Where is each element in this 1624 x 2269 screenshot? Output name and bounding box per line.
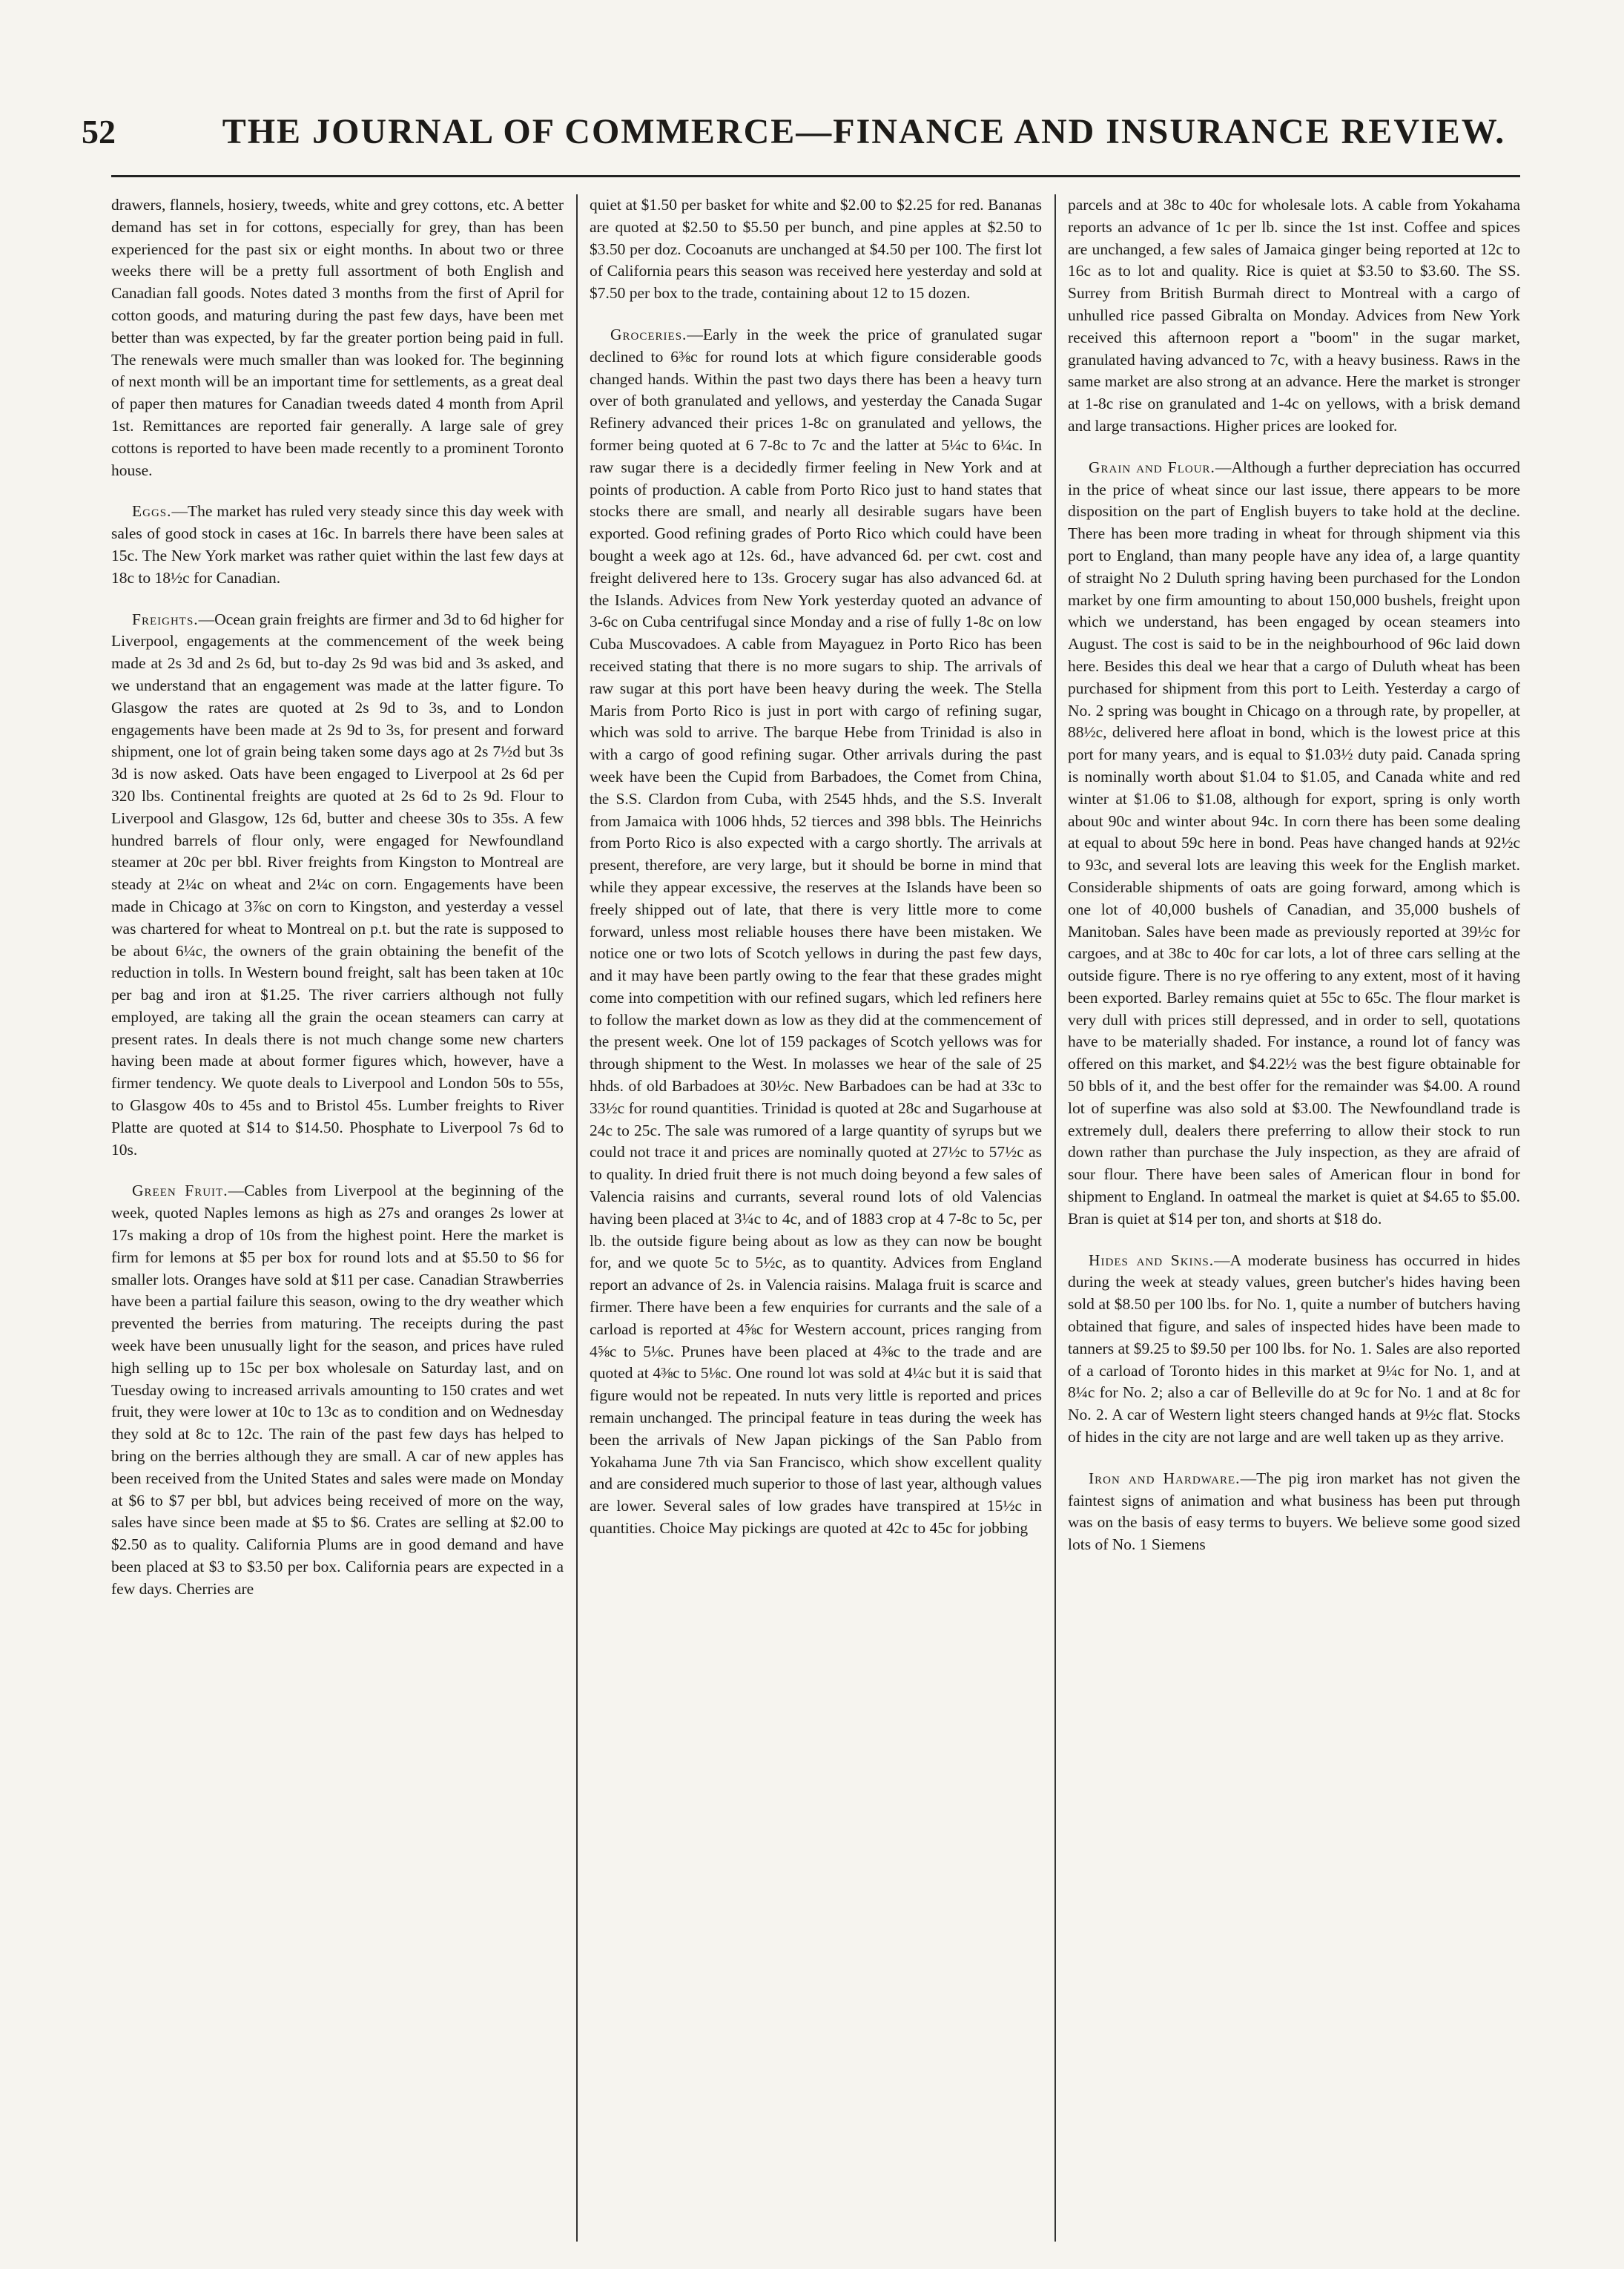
iron-hardware-text: —The pig iron market has not given the faintest signs of animation and what business has been put through was on the basis of easy terms to buyers. We believe some good sized lots of No. 1 Siemens <box>1068 1469 1520 1554</box>
green-fruit-heading: Green Fruit. <box>132 1182 228 1200</box>
page-header <box>82 111 1535 163</box>
grain-flour-heading: Grain and Flour. <box>1089 458 1215 476</box>
eggs-section <box>111 501 564 589</box>
article-columns <box>111 194 1520 2242</box>
hides-skins-text: —A moderate business has occurred in hides during the week at steady values, green butcher's hides having been sold at $8.50 per 100 lbs. for No. 1, quite a number of butchers having obtained that figure, and sales of inspected hides have been made to tanners at $9.25 to $9.50 per 100 lbs. for No. 1. Sales are also reported of a carload of Toronto hides in this market at 9¼c for No. 1, and at 8¼c for No. 2; also a car of Belleville do at 9c for No. 1 and at 8c for No. 2. A car of Western light steers changed hands at 9½c flat. Stocks of hides in the city are not large and are well taken up as they arrive. <box>1068 1251 1520 1446</box>
eggs-text: —The market has ruled very steady since this day week with sales of good stock in cases at 16c. In barrels there have been sales at 15c. The New York market was rather quiet within the last few days at 18c to 18½c for Canadian. <box>111 502 564 587</box>
iron-hardware-section <box>1068 1468 1520 1556</box>
dry-goods-continuation: drawers, flannels, hosiery, tweeds, white and grey cottons, etc. A better demand has set in for cottons, especially for grey, than has been experienced for the past six or eight months. In about two or three weeks there will be a pretty full assortment of both English and Canadian fall goods. Notes dated 3 months from the first of April for cotton goods, and maturing during the past few days, have been met better than was expected, by far the greater portion being paid in full. The renewals were much smaller than was looked for. The beginning of next month will be an important time for settlements, as a great deal of paper then matures for Canadian tweeds dated 4 month from April 1st. Remittances are reported fair generally. A large sale of grey cottons is reported to have been made recently to a prominent Toronto house. <box>111 196 564 479</box>
column-divider <box>1054 194 1056 2242</box>
column-2 <box>590 194 1042 2242</box>
groceries-heading: Groceries. <box>610 325 687 343</box>
column-1 <box>111 194 564 2242</box>
green-fruit-text: —Cables from Liverpool at the beginning of the week, quoted Naples lemons as high as 27s and oranges 2s lower at 17s making a drop of 10s from the highest point. Here the market is firm for lemons at $5 per box for round lots and at $5.50 to $6 for smaller lots. Oranges have sold at $11 per case. Canadian Strawberries have been a partial failure this season, owing to the dry weather which prevented the berries from maturing. The receipts during the past week have been unusually light for the season, and prices have ruled high selling up to 15c per box wholesale on Saturday last, and on Tuesday owing to increased arrivals amounting to 150 crates and wet fruit, they were lower at 10c to 13c as to condition and on Wednesday they sold at 8c to 12c. The rain of the past few days has helped to bring on the berries although they are small. A car of new apples has been received from the United States and sales were made on Monday at $6 to $7 per bbl, but advices being received of more on the way, sales have since been made at $5 to $6. Crates are selling at $2.00 to $2.50 as to quality. California Plums are in good demand and have been placed at $3 to $3.50 per box. California pears are expected in a few days. Cherries are <box>111 1182 564 1598</box>
freights-section <box>111 609 564 1162</box>
header-rule <box>111 175 1520 177</box>
groceries-section <box>590 324 1042 1540</box>
groceries-text: —Early in the week the price of granulated sugar declined to 6⅜c for round lots at which figure considerable goods changed hands. Within the past two days there has been a heavy turn over of both granulated and yellows, and yesterday the Canada Sugar Refinery advanced their prices 1-8c on granulated and yellows, the former being quoted at 6 7-8c to 7c and the latter at 5¼c to 6¼c. In raw sugar there is a decidedly firmer feeling in New York and at points of production. A cable from Porto Rico just to hand states that stocks there are small, and nearly all desirable sugars have been exported. Good refining grades of Porto Rico which could have been bought a week ago at 12s. 6d., have advanced 6d. per cwt. cost and freight delivered here to 13s. Grocery sugar has also advanced 6d. at the Islands. Advices from New York yesterday quoted an advance of 3-6c on Cuba centrifugal since Monday and a rise of fully 1-8c on low Cuba Muscovadoes. A cable from Mayaguez in Porto Rico has been received stating that there is no more sugars to ship. The arrivals of raw sugar at this port have been heavy during the week. The Stella Maris from Porto Rico is just in port with cargo of refining sugar, which was sold to arrive. The barque Hebe from Trinidad is also in with a cargo of good refining sugar. Other arrivals during the past week have been the Cupid from Barbadoes, the Comet from China, the S.S. Clardon from Cuba, with 2545 hhds, and the S.S. Inveralt from Jamaica with 1006 hhds, 52 tierces and 398 bbls. The Heinrichs from Porto Rico is also expected with a cargo shortly. The arrivals at present, therefore, are very large, but it should be borne in mind that while they appear excessive, the reserves at the Islands have been so freely shipped out of late, that there is very little more to come forward, unless most reliable houses there have been mistaken. We notice one or two lots of Scotch yellows in during the past few days, and it may have been partly owing to the fear that these grades might come into competition with our refined sugars, which led refiners here to follow the market down as low as they did at the commencement of the present week. One lot of 159 packages of Scotch yellows was for through shipment to the West. In molasses we hear of the sale of 25 hhds. of old Barbadoes at 30½c. New Barbadoes can be had at 33c to 33½c for round quantities. Trinidad is quoted at 28c and Sugarhouse at 24c to 25c. The sale was rumored of a large quantity of syrups but we could not trace it and prices are nominally quoted at 27½c to 57½c as to quality. In dried fruit there is not much doing beyond a few sales of Valencia raisins and currants, several round lots of old Valencias having been placed at 3¼c to 4c, and of 1883 crop at 4 7-8c to 5c, per lb. the outside figure being about as low as they can now be bought for, and we quote 5c to 5½c, as to quantity. Advices from England report an advance of 2s. in Valencia raisins. Malaga fruit is scarce and firmer. There have been a few enquiries for currants and the sale of a carload is reported at 4⅝c for Western account, prices ranging from 4⅝c to 5⅛c. Prunes have been placed at 4⅜c to the trade and are quoted at 4⅜c to 5⅛c. One round lot was sold at 4¼c but it is said that figure would not be repeated. In nuts very little is reported and prices remain unchanged. The principal feature in teas during the week has been the arrivals of New Japan pickings of the San Pablo from Yokahama June 7th via San Francisco, which show excellent quality and are considered much superior to those of last year, although values are lower. Several sales of low grades have transpired at 15½c in quantities. Choice May pickings are quoted at 42c to 45c for jobbing <box>590 325 1042 1538</box>
freights-text: —Ocean grain freights are firmer and 3d to 6d higher for Liverpool, engagements at the commencement of the week being made at 2s 3d and 2s 6d, but to-day 2s 9d was bid and 3s asked, and we understand that an engagement was made at the latter figure. To Glasgow the rates are quoted at 2s 9d to 3s, and to London engagements have been made at 2s 9d to 3s, for present and forward shipment, one lot of grain being taken some days ago at 2s 7½d but 3s 3d is now asked. Oats have been engaged to Liverpool at 2s 6d per 320 lbs. Continental freights are quoted at 2s 6d to 2s 9d. Flour to Liverpool and Glasgow, 12s 6d, butter and cheese 30s to 35s. A few hundred barrels of flour only, were engaged for Newfoundland steamer at 20c per bbl. River freights from Kingston to Montreal are steady at 2¼c on wheat and 2¼c on corn. Engagements have been made in Chicago at 3⅞c on corn to Kingston, and yesterday a vessel was chartered for wheat to Montreal on p.t. but the rate is supposed to be about 6¼c, the owners of the grain obtaining the benefit of the reduction in tolls. In Western bound freight, salt has been taken at 10c per bag and iron at $1.25. The river carriers although not fully employed, are taking all the grain the ocean steamers can carry at present rates. In deals there is not much change some new charters having been made at about former figures which, however, have a firmer tendency. We quote deals to Liverpool and London 50s to 55s, to Glasgow 40s to 45s and to Bristol 45s. Lumber freights to River Platte are quoted at $14 to $14.50. Phosphate to Liverpool 7s 6d to 10s. <box>111 610 564 1159</box>
freights-heading: Freights. <box>132 610 199 628</box>
hides-skins-heading: Hides and Skins. <box>1089 1251 1215 1269</box>
green-fruit-section <box>111 1180 564 1600</box>
grain-flour-text: —Although a further depreciation has occurred in the price of wheat since our last issue, there appears to be more disposition on the part of English buyers to take hold at the decline. There has been more trading in wheat for through shipment via this port to England, than many people have any idea of, a large quantity of straight No 2 Duluth spring having been purchased for the London market by one firm amounting to about 150,000 bushels, freight upon which we understand, has been engaged by ocean steamers into August. The cost is said to be in the neighbourhood of 96c laid down here. Besides this deal we hear that a cargo of Duluth wheat has been purchased for shipment from this port to Leith. Yesterday a cargo of No. 2 spring was bought in Chicago on a through rate, by propeller, at 88½c, delivered here afloat in bond, which is the lowest price at this port for many years, and is equal to $1.03½ duty paid. Canada spring is nominally worth about $1.04 to $1.05, and Canada white and red winter at $1.06 to $1.08, although for export, spring is only worth about 90c and winter about 94c. In corn there has been some dealing at equal to about 59c here in bond. Peas have changed hands at 92½c to 93c, and several lots are leaving this week for the English market. Considerable shipments of oats are going forward, among which is one lot of 40,000 bushels of Canadian, and 35,000 bushels of Manitoban. Sales have been made as previously reported at 39½c for cargoes, and at 38c to 40c for car lots, a lot of three cars selling at the outside figure. There is no rye offering to any extent, most of it having been exported. Barley remains quiet at 55c to 65c. The flour market is very dull with prices still depressed, and in order to sell, quotations have to be materially shaded. For instance, a round lot of fancy was offered on this market, and $4.22½ was the best figure obtainable for 50 bbls of it, and the best offer for the remainder was $4.00. A round lot of superfine was also sold at $3.00. The Newfoundland trade is extremely dull, dealers there preferring to allow their stock to run down rather than purchase the July inspection, as they are afraid of sour flour. There have been sales of American flour in bond for shipment to England. In oatmeal the market is quiet at $4.65 to $5.00. Bran is quiet at $14 per ton, and shorts at $18 do. <box>1068 458 1520 1228</box>
running-title: THE JOURNAL OF COMMERCE—FINANCE AND INSURANCE REVIEW. <box>222 112 1506 151</box>
iron-hardware-heading: Iron and Hardware. <box>1089 1469 1241 1487</box>
groceries-continuation: parcels and at 38c to 40c for wholesale lots. A cable from Yokahama reports an advance of 1c per lb. since the 1st inst. Coffee and spices are unchanged, a few sales of Jamaica ginger being reported at 12c to 16c as to lot and quality. Rice is quiet at $3.50 to $3.60. The SS. Surrey from British Burmah direct to Montreal with a cargo of unhulled rice passed Gibralta on Monday. Advices from New York received this afternoon report a "boom" in the sugar market, granulated having advanced to 7c, with a heavy business. Raws in the same market are also strong at an advance. Here the market is stronger at 1-8c rise on granulated and 1-4c on yellows, with a brisk demand and large transactions. Higher prices are looked for. <box>1068 196 1520 435</box>
column-divider <box>576 194 578 2242</box>
fruit-continuation: quiet at $1.50 per basket for white and $2.00 to $2.25 for red. Bananas are quoted at $2.50 to $5.50 per bunch, and pine apples at $2.50 to $3.50 per doz. Cocoanuts are unchanged at $4.50 per 100. The first lot of California pears this season was received here yesterday and sold at $7.50 per box to the trade, containing about 12 to 15 dozen. <box>590 196 1042 303</box>
hides-skins-section <box>1068 1250 1520 1449</box>
column-3 <box>1068 194 1520 2242</box>
page-number: 52 <box>82 113 116 151</box>
grain-flour-section <box>1068 457 1520 1231</box>
eggs-heading: Eggs. <box>132 502 172 521</box>
